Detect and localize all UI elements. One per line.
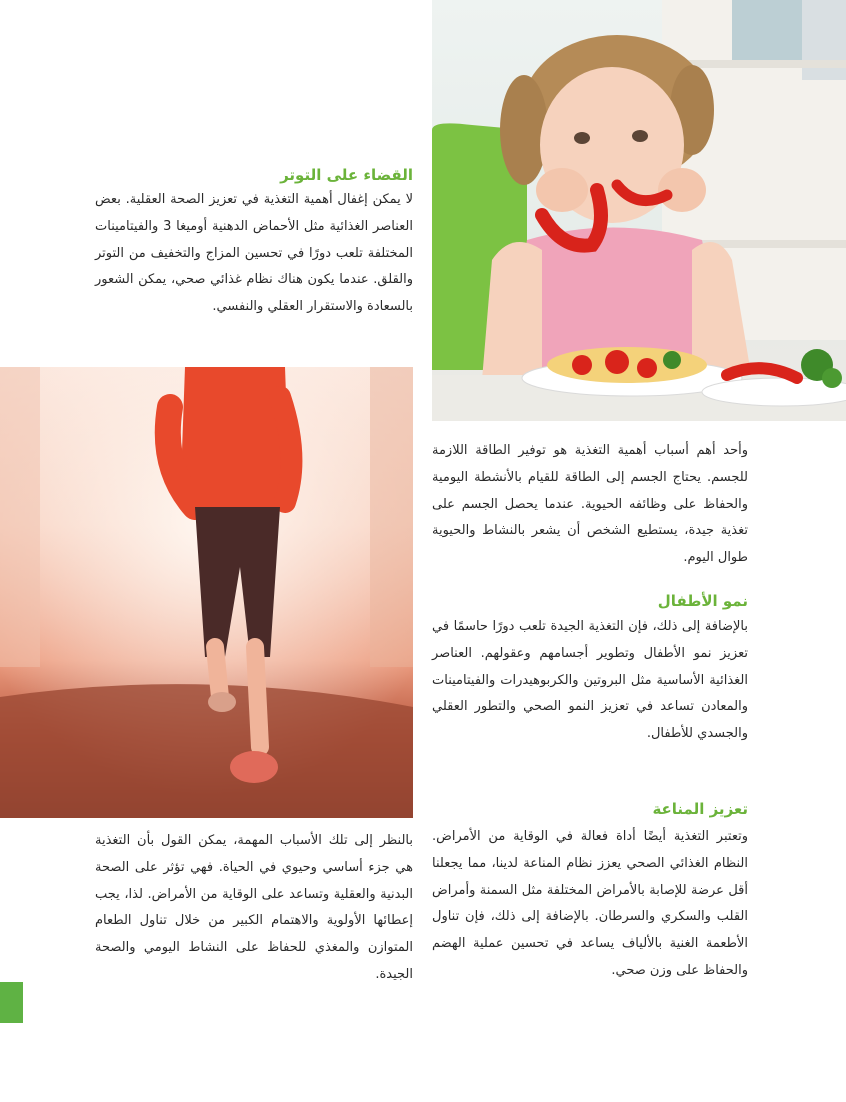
immunity-paragraph: وتعتبر التغذية أيضًا أداة فعالة في الوقاية من الأمراض. النظام الغذائي الصحي يعزز نظام المناعة لدينا، مما يجعلنا أقل عرضة للإصابة بالأمراض المختلفة مثل السمنة وأمراض القلب والسكري والسرطان. بالإضافة إلى ذلك، فإن تناول الأطعمة الغنية بالألياف يساعد في تحسين عملية الهضم والحفاظ على وزن صحي. <box>432 829 748 978</box>
stress-heading: القضاء على التوتر <box>280 166 413 184</box>
growth-heading: نمو الأطفال <box>657 592 748 610</box>
stress-text-block <box>95 187 413 321</box>
runner-photo-illustration <box>0 367 413 818</box>
stress-paragraph: لا يمكن إغفال أهمية التغذية في تعزيز الصحة العقلية. بعض العناصر الغذائية مثل الأحماض الدهنية أوميغا 3 والفيتامينات المختلفة تلعب دورًا في تحسين المزاج والتخفيف من التوتر والقلق. عندما يكون هناك نظام غذائي صحي، يمكن الشعور بالسعادة والاستقرار العقلي والنفسي. <box>95 192 414 315</box>
growth-text-block <box>432 614 748 748</box>
child-photo-illustration <box>432 0 846 421</box>
page-edge-tab <box>0 982 23 1023</box>
runner-photo <box>0 367 413 818</box>
energy-text-block <box>432 438 748 572</box>
child-eating-vegetables-photo <box>432 0 846 421</box>
energy-paragraph: وأحد أهم أسباب أهمية التغذية هو توفير الطاقة اللازمة للجسم. يحتاج الجسم إلى الطاقة للقيام بالأنشطة اليومية والحفاظ على وظائفه الحيوية. عندما يحصل الجسم على تغذية جيدة، يستطيع الشخص أن يشعر بالنشاط والحيوية طوال اليوم. <box>432 443 748 566</box>
conclusion-paragraph: بالنظر إلى تلك الأسباب المهمة، يمكن القول بأن التغذية هي جزء أساسي وحيوي في الحياة. فهي تؤثر على الصحة البدنية والعقلية وتساعد على الوقاية من الأمراض. لذا، يجب إعطائها الأولوية والاهتمام الكبير من خلال تناول الطعام المتوازن والمغذي للحفاظ على النشاط اليومي والصحة الجيدة. <box>95 833 413 982</box>
immunity-text-block <box>432 824 748 985</box>
conclusion-text-block <box>95 828 413 989</box>
immunity-heading: تعزيز المناعة <box>652 800 748 818</box>
growth-paragraph: بالإضافة إلى ذلك، فإن التغذية الجيدة تلعب دورًا حاسمًا في تعزيز نمو الأطفال وتطوير أجسامهم وعقولهم. العناصر الغذائية الأساسية مثل البروتين والكربوهيدرات والفيتامينات والمعادن تساعد في تعزيز النمو الصحي والتطور العقلي والجسدي للأطفال. <box>432 619 748 742</box>
